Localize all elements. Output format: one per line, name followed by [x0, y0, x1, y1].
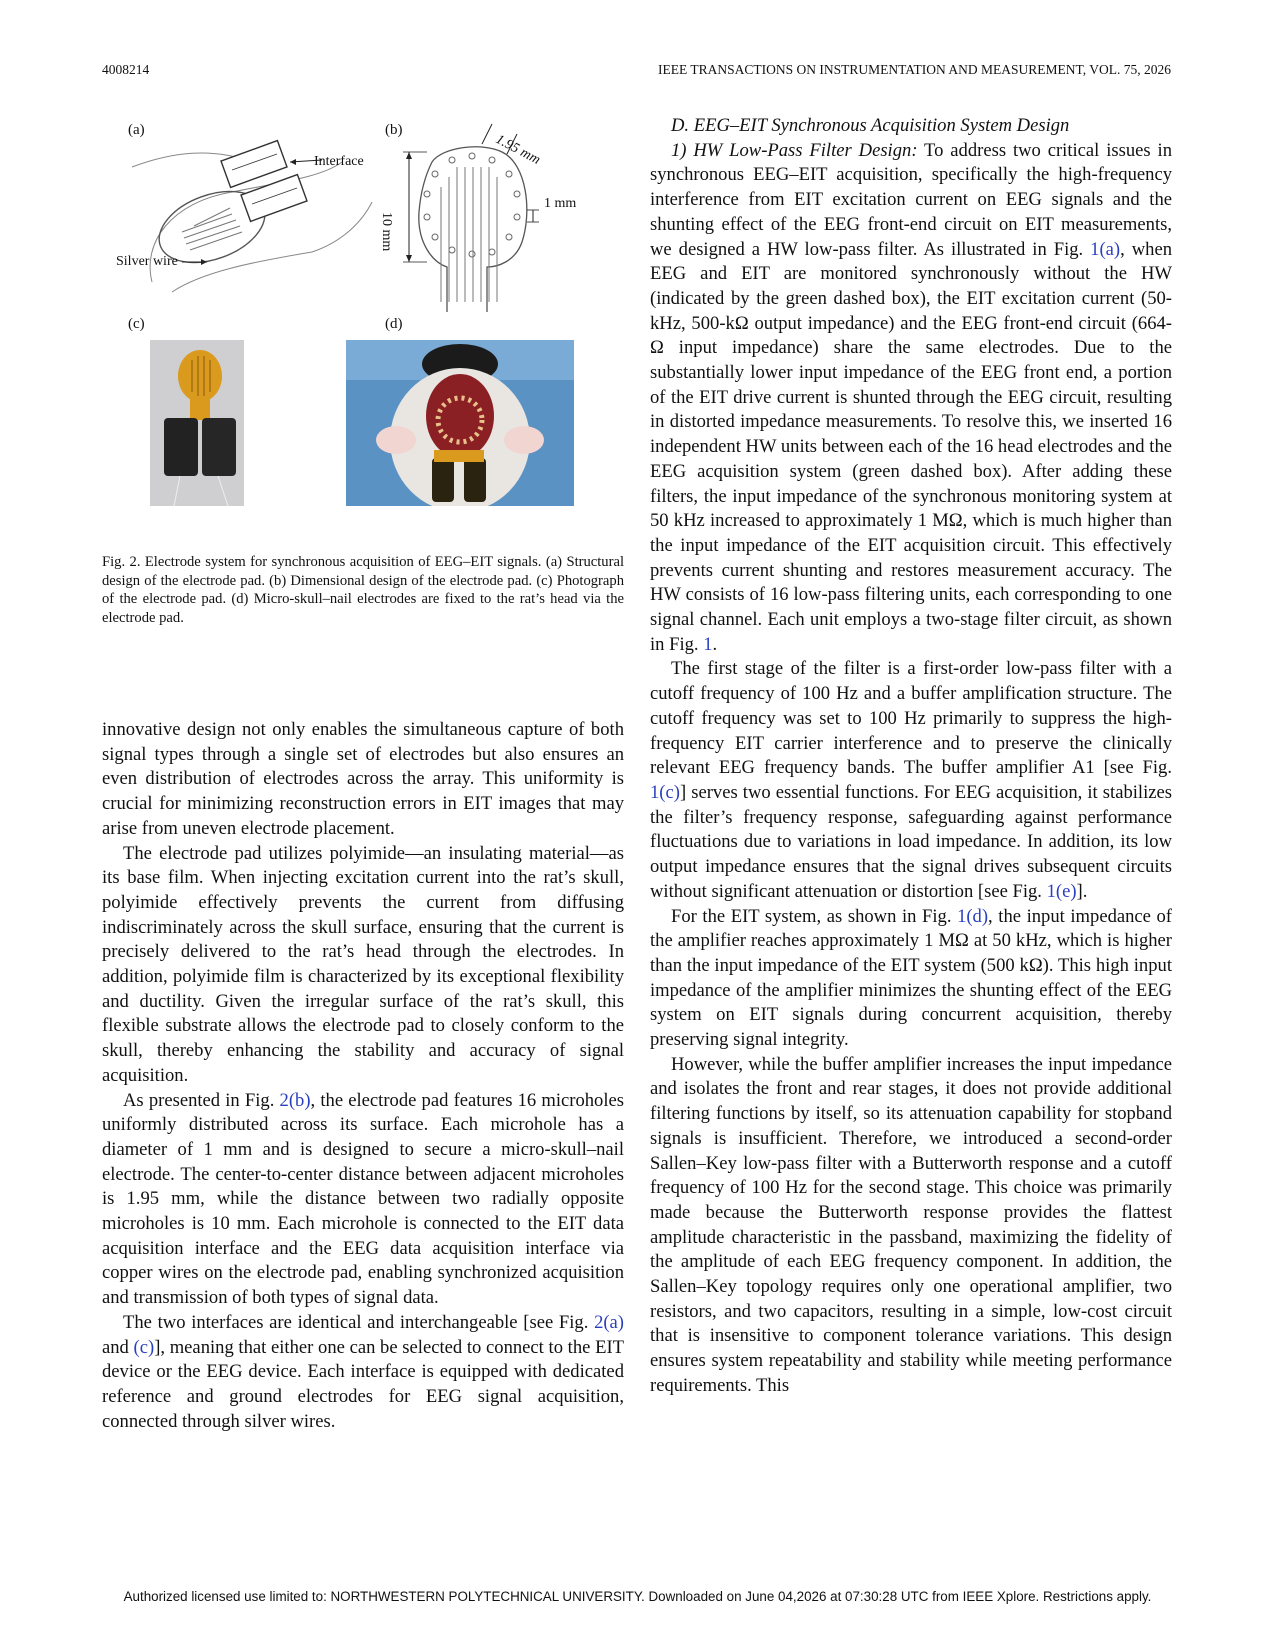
figure-2: [102, 112, 624, 542]
left-paragraph-1: innovative design not only enables the simultaneous capture of both signal types through a single set of electrodes but also ensures an even distribution of electrodes across the array. This uniformity is crucial for minimizing reconstruction errors in EIT images that may arise from uneven electrode placement.: [102, 719, 624, 839]
right-paragraph-4: However, while the buffer amplifier increases the input impedance and isolates the front and rear stages, it does not provide additional filtering functions by itself, so its attenuation capability for stopband signals is insufficient. Therefore, we introduced a second-order Sallen–Key low-pass filter with a Butterworth response and a cutoff frequency of 100 Hz for the second stage. This choice was primarily made because the Butterworth response provides the flattest amplitude characteristic in the passband, maximizing the fidelity of the amplitude of each EEG frequency component. In addition, the Sallen–Key topology requires only one operational amplifier, two resistors, and two capacitors, resulting in a simple, low-cost circuit that is insensitive to component tolerance variations. This design ensures system repeatability and stability while meeting performance requirements. This: [650, 1053, 1172, 1396]
fig-1c-link[interactable]: 1(c): [650, 781, 680, 803]
right-paragraph-3: For the EIT system, as shown in Fig. 1(d), the input impedance of the amplifier reaches approximately 1 MΩ at 50 kHz, which is higher than the input impedance of the EIT system (500 kΩ). This high input impedance of the amplifier minimizes the shunting effect of the EEG system on EIT signals during concurrent acquisition, thereby preserving signal integrity.: [650, 905, 1172, 1051]
license-footer: Authorized licensed use limited to: NORTHWESTERN POLYTECHNICAL UNIVERSITY. Downloaded on June 04,2026 at 07:30:28 UTC from IEEE Xplore. Restrictions apply.: [123, 1589, 1152, 1604]
fig-1d-link[interactable]: 1(d): [957, 905, 989, 927]
fig-1e-link[interactable]: 1(e): [1046, 880, 1077, 902]
journal-header: IEEE TRANSACTIONS ON INSTRUMENTATION AND MEASUREMENT, VOL. 75, 2026: [657, 62, 1171, 77]
silver-wire-label: Silver wire: [116, 254, 178, 269]
electrode-pad-structure-drawing: [112, 122, 382, 302]
interface-label: Interface: [314, 154, 364, 169]
page-number: 4008214: [102, 62, 150, 77]
fig-2a-link[interactable]: 2(a): [594, 1311, 624, 1333]
electrode-pad-photo: [150, 340, 244, 506]
section-heading: D. EEG–EIT Synchronous Acquisition System Design: [671, 115, 1070, 136]
figure-caption: Fig. 2. Electrode system for synchronous acquisition of EEG–EIT signals. (a) Structural design of the electrode pad. (b) Dimensional design of the electrode pad. (c) Photograph of the electrode pad. (d) Micro-skull–nail electrodes are fixed to the rat’s head via the electrode pad.: [102, 554, 624, 626]
left-paragraph-3: As presented in Fig. 2(b), the electrode pad features 16 microholes uniformly distributed across its surface. Each microhole has a diameter of 1 mm and is designed to secure a micro-skull–nail electrode. The center-to-center distance between adjacent microholes is 1.95 mm, while the distance between two radially opposite microholes is 10 mm. Each microhole is connected to the EIT data acquisition interface and the EEG data acquisition interface via copper wires on the electrode pad, enabling synchronized acquisition and transmission of both types of signal data.: [102, 1089, 624, 1309]
electrode-pad-dimension-drawing: [387, 122, 587, 312]
fig-1-link[interactable]: 1: [703, 633, 713, 655]
dim-hole-label: 1 mm: [544, 196, 577, 211]
subsection-heading: 1) HW Low-Pass Filter Design:: [671, 139, 918, 161]
right-paragraph-1: 1) HW Low-Pass Filter Design: To address two critical issues in synchronous EEG–EIT acquisition, specifically the high-frequency interference from EIT excitation current on EEG signals and the shunting effect of the EEG front-end circuit on EIT measurements, we designed a HW low-pass filter. As illustrated in Fig. 1(a), when EEG and EIT are monitored synchronously without the HW (indicated by the green dashed box), the EIT excitation current (50-kHz, 500-kΩ output impedance) and the EEG front-end circuit (664-Ω input impedance) share the same electrodes. Due to the substantially lower input impedance of the EEG front end, a portion of the EIT drive current is shunted through the EEG circuit, resulting in distorted impedance measurements. To resolve this, we inserted 16 independent HW units between each of the 16 head electrodes and the EEG acquisition system (green dashed box). After adding these filters, the input impedance of the synchronous monitoring system at 50 kHz increased to approximately 1 MΩ, which is much higher than the input impedance of the EIT acquisition circuit. This effectively prevents current shunting and restores measurement accuracy. The HW consists of 16 low-pass filtering units, each corresponding to one signal channel. Each unit employs a two-stage filter circuit, as shown in Fig. 1.: [650, 139, 1172, 655]
fig-2b-link[interactable]: 2(b): [279, 1089, 311, 1111]
panel-c-label: (c): [128, 316, 145, 332]
dim-height-label: 10 mm: [379, 212, 394, 252]
right-paragraph-2: The first stage of the filter is a first-order low-pass filter with a cutoff frequency of 100 Hz and a buffer amplification structure. The cutoff frequency was set to 100 Hz primarily to suppress the high-frequency EIT carrier interference and to preserve the clinically relevant EEG frequency bands. The buffer amplifier A1 [see Fig. 1(c)] serves two essential functions. For EEG acquisition, it stabilizes the filter’s frequency response, safeguarding against performance fluctuations due to variations in load impedance. In addition, its low output impedance ensures that the signal drives subsequent circuits without significant attenuation or distortion [see Fig. 1(e)].: [650, 658, 1172, 902]
right-column: [650, 114, 1172, 1399]
left-column: [102, 718, 624, 1434]
left-paragraph-4: The two interfaces are identical and interchangeable [see Fig. 2(a) and (c)], meaning that either one can be selected to connect to the EIT device or the EEG device. Each interface is equipped with dedicated reference and ground electrodes for EEG signal acquisition, connected through silver wires.: [102, 1311, 624, 1432]
fig-2c-link[interactable]: (c): [133, 1336, 155, 1358]
panel-b-label: (b): [385, 122, 403, 138]
dim-spacing-label: 1.95 mm: [492, 132, 543, 168]
panel-a-label: (a): [128, 122, 145, 138]
fig-1a-link[interactable]: 1(a): [1090, 238, 1121, 260]
rat-head-photo: [346, 340, 574, 506]
panel-d-label: (d): [385, 316, 403, 332]
left-paragraph-2: The electrode pad utilizes polyimide—an insulating material—as its base film. When injecting excitation current into the rat’s skull, polyimide effectively prevents the current from diffusing indiscriminately across the skull surface, ensuring that the current is precisely delivered to the rat’s head through the electrodes. In addition, polyimide film is characterized by its exceptional flexibility and ductility. Given the irregular surface of the rat’s skull, this flexible substrate allows the electrode pad to closely conform to the skull, thereby enhancing the stability and accuracy of signal acquisition.: [102, 842, 624, 1086]
